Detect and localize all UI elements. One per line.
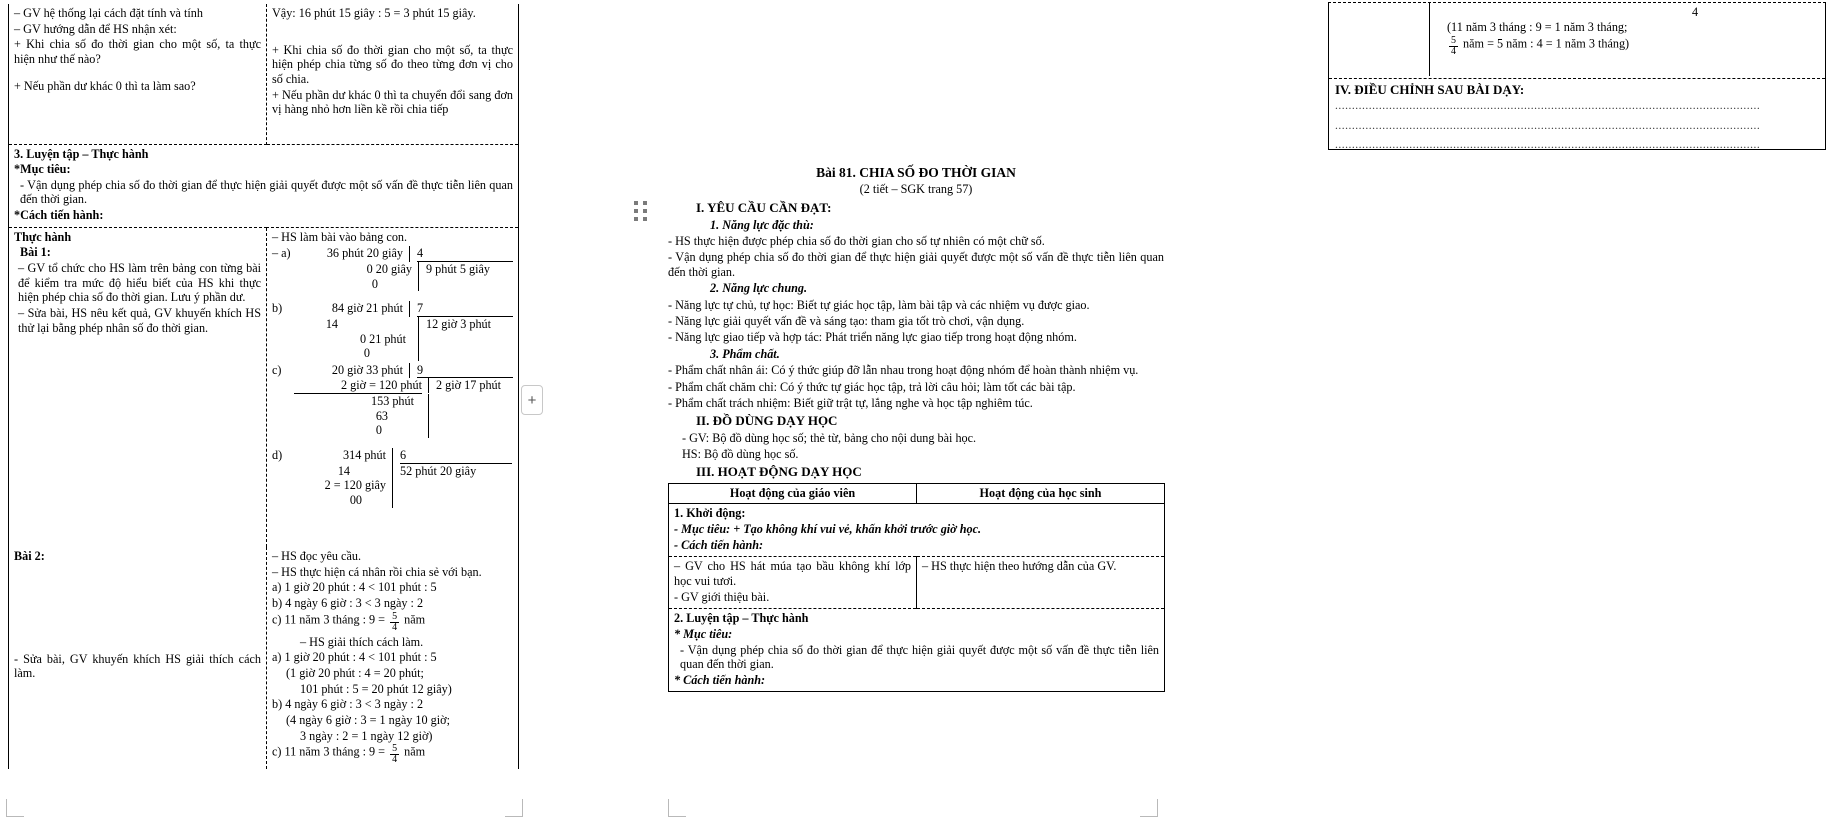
document-page-right	[660, 0, 1761, 807]
activity-line: - GV giới thiệu bài.	[674, 589, 770, 604]
section-ii-heading: II. ĐỒ DÙNG DẠY HỌC	[696, 413, 838, 429]
student-line: Vậy: 16 phút 15 giây : 5 = 3 phút 15 giây.	[272, 6, 476, 20]
activity-cell	[669, 504, 1165, 557]
division-label: b)	[272, 301, 283, 316]
section-i-item: - Năng lực giao tiếp và hợp tác: Phát triển năng lực giao tiếp trong hoạt động nhóm.	[668, 330, 1077, 345]
bai2-teacher-cell	[9, 547, 267, 769]
bai1-teacher-cell	[9, 227, 267, 547]
bai2-student-cell	[267, 547, 519, 769]
division-step: 0	[371, 276, 378, 291]
student-line: + Nếu phần dư khác 0 thì ta chuyển đổi sang đơn vị hàng nhỏ hơn liền kề rồi chia tiếp	[272, 87, 513, 117]
explain-line: a) 1 giờ 20 phút : 4 < 101 phút : 5	[272, 650, 437, 665]
division-quotient: 9 phút 5 giây	[426, 261, 490, 276]
dotted-line: ..............................................................................................................................	[1335, 139, 1761, 152]
division-step: 2 = 120 giây	[324, 478, 386, 493]
table-row	[9, 144, 519, 227]
page-corner-mark	[505, 799, 523, 817]
fraction	[1449, 36, 1458, 57]
division-step: 63	[375, 408, 388, 423]
section-i-heading: I. YÊU CẦU CẦN ĐẠT:	[696, 200, 832, 216]
muc-tieu-label: *Mục tiêu:	[14, 162, 71, 177]
handle-dot	[634, 217, 638, 221]
bai2-answer-c-prefix: c) 11 năm 3 tháng : 9 =	[272, 612, 389, 627]
division-step: 0	[363, 346, 370, 361]
activity-line: – GV cho HS hát múa tạo bầu không khí lớp học vui tươi.	[674, 559, 911, 588]
bai2-teacher-text: - Sửa bài, GV khuyến khích HS giải thích cách làm.	[14, 651, 261, 681]
column-header-student: Hoạt động của học sinh	[917, 483, 1165, 504]
handle-dot	[634, 209, 638, 213]
division-quotient: 12 giờ 3 phút	[426, 316, 492, 331]
division-block-d	[272, 448, 513, 508]
activity-line: – HS thực hiện theo hướng dẫn của GV.	[922, 559, 1117, 574]
section-i-sub2: 2. Năng lực chung.	[710, 281, 808, 296]
division-divisor: 4	[417, 246, 513, 262]
page-title: Bài 81. CHIA SỐ ĐO THỜI GIAN	[816, 165, 1016, 180]
section-i-sub1: 1. Năng lực đặc thù:	[710, 217, 814, 232]
division-step: 0	[375, 423, 382, 438]
page-subtitle: (2 tiết – SGK trang 57)	[859, 181, 973, 196]
bai1-student-cell	[267, 227, 519, 547]
division-dividend: 84 giờ 21 phút	[331, 301, 403, 316]
dotted-line: ..............................................................................................................................	[1335, 100, 1761, 113]
section-i-item: - HS thực hiện được phép chia số đo thời gian cho số tự nhiên có một chữ số.	[668, 234, 1045, 249]
division-step: 0 20 giây	[366, 261, 412, 276]
fraction	[390, 612, 399, 633]
activity-line	[674, 522, 1159, 537]
bai1-teacher-text: – Sửa bài, HS nêu kết quả, GV khuyến khích HS thử lại bằng phép nhân số đo thời gian.	[18, 305, 261, 335]
activities-table	[668, 483, 1164, 693]
student-line: + Khi chia số đo thời gian cho một số, ta thực hiện phép chia từng số đo theo từng đơn vị cho số chia.	[272, 42, 513, 86]
vertical-scrollbar-track[interactable]	[566, 0, 581, 807]
division-block-b	[272, 301, 513, 361]
division-step: 14	[337, 463, 350, 478]
bai2-label: Bài 2:	[14, 549, 45, 564]
division-step: 00	[349, 492, 362, 507]
table-row	[669, 609, 1165, 692]
division-quotient: 52 phút 20 giây	[400, 463, 477, 478]
section3-heading: 3. Luyện tập – Thực hành	[14, 146, 149, 161]
document-page-left	[0, 0, 556, 807]
add-block-button[interactable]: +	[521, 385, 543, 415]
bai1-student-intro: – HS làm bài vào bảng con.	[272, 229, 408, 244]
bai2-answer: a) 1 giờ 20 phút : 4 < 101 phút : 5	[272, 580, 437, 595]
table-row	[669, 557, 1165, 609]
bai2-student-line: – HS thực hiện cá nhân rồi chia sẻ với bạn.	[272, 564, 482, 579]
fraction-denominator: 4	[392, 621, 398, 633]
handle-dot	[643, 217, 647, 221]
explain-line: (1 giờ 20 phút : 4 = 20 phút;	[286, 666, 424, 681]
left-page-table	[8, 4, 518, 769]
section-i-item: - Vận dụng phép chia số đo thời gian để thực hiện giải quyết được một số vấn đề thực tiễn liên quan đến thời gian.	[668, 250, 1164, 279]
division-divisor: 6	[400, 448, 512, 464]
table-row	[669, 504, 1165, 557]
division-step: 0 21 phút	[359, 331, 406, 346]
division-block-c	[272, 363, 513, 438]
fraction-denominator: 4	[1451, 45, 1456, 57]
section-i-item: - Năng lực tự chủ, tự học: Biết tự giác học tập, làm bài tập và các nhiệm vụ được giao.	[668, 297, 1090, 312]
page-corner-mark	[6, 799, 24, 817]
division-divisor: 9	[417, 363, 513, 379]
bai1-teacher-text: – GV tổ chức cho HS làm trên bảng con từng bài để kiểm tra mức độ hiểu biết của HS khi thực hiện phép chia số đo thời gian. Lưu ý phần dư.	[18, 260, 261, 305]
division-step: 2 giờ = 120 phút	[294, 378, 422, 394]
table-header-row	[669, 483, 1165, 504]
top-note-line2-text: năm = 5 năm : 4 = 1 năm 3 tháng)	[1460, 36, 1630, 51]
activity-student-cell	[917, 557, 1165, 609]
student-cell	[267, 4, 519, 144]
explain-line: 101 phút : 5 = 20 phút 12 giây)	[300, 681, 452, 696]
giai-thich-line: – HS giải thích cách làm.	[300, 634, 424, 649]
activity-line: * Mục tiêu:	[674, 626, 733, 641]
division-step: 153 phút	[371, 394, 414, 409]
bai2-answer-c	[272, 612, 513, 633]
activity-line: - Vận dụng phép chia số đo thời gian để thực hiện giải quyết được một số vấn đề thực tiễn liên quan đến thời gian.	[680, 642, 1159, 672]
activity-heading: 1. Khởi động:	[674, 506, 746, 521]
section3-cell	[9, 144, 519, 227]
fraction-numerator: 5	[392, 743, 398, 755]
teacher-line: + Khi chia số đo thời gian cho một số, ta thực hiện như thế nào?	[14, 37, 261, 66]
fraction-numerator: 5	[392, 610, 398, 622]
muc-tieu-inline: - Mục tiêu: + Tạo không khí vui vẻ, khấn khởi trước giờ học.	[674, 522, 982, 537]
division-divisor: 7	[417, 301, 513, 317]
fraction-numerator: 5	[1451, 34, 1456, 46]
bai2-student-line: – HS đọc yêu cầu.	[272, 549, 362, 564]
right-page-head-box	[1328, 2, 1826, 150]
division-block-a	[272, 246, 513, 291]
activity-heading: 2. Luyện tập – Thực hành	[674, 611, 809, 626]
bai1-label: Bài 1:	[20, 245, 51, 260]
muc-tieu-text: - Vận dụng phép chia số đo thời gian để thực hiện giải quyết được một số vấn đề thực tiễn liên quan đến thời gian.	[20, 177, 513, 207]
division-label: – a)	[272, 246, 291, 261]
division-dividend: 314 phút	[343, 448, 386, 463]
right-page-body	[660, 165, 1172, 692]
fraction	[390, 744, 399, 765]
section-i-sub3: 3. Phẩm chất.	[710, 346, 780, 361]
division-label: c)	[272, 362, 282, 377]
activity-cell	[669, 609, 1165, 692]
column-header-teacher: Hoạt động của giáo viên	[669, 483, 917, 504]
explain-line-c	[272, 744, 513, 765]
bai2-answer: b) 4 ngày 6 giờ : 3 < 3 ngày : 2	[272, 596, 424, 611]
explain-c-suffix: năm	[401, 744, 426, 759]
activity-line: - Cách tiến hành:	[674, 537, 764, 552]
section-iv	[1335, 82, 1819, 154]
explain-line: b) 4 ngày 6 giờ : 3 < 3 ngày : 2	[272, 697, 424, 712]
explain-line: 3 ngày : 2 = 1 ngày 12 giờ)	[300, 728, 433, 743]
handle-dot	[643, 201, 647, 205]
top-note-line2	[1435, 36, 1835, 57]
cach-tien-hanh-label: *Cách tiến hành:	[14, 208, 104, 223]
activity-teacher-cell	[669, 557, 917, 609]
teacher-line: – GV hướng dẫn để HS nhận xét:	[14, 21, 177, 36]
explain-line: (4 ngày 6 giờ : 3 = 1 ngày 10 giờ;	[286, 712, 450, 727]
teacher-line: + Nếu phần dư khác 0 thì ta làm sao?	[14, 78, 196, 93]
table-row	[9, 547, 519, 769]
explain-c-prefix: c) 11 năm 3 tháng : 9 =	[272, 744, 389, 759]
section-i-item: - Năng lực giải quyết vấn đề và sáng tạo: tham gia tốt trò chơi, vận dụng.	[668, 313, 1025, 328]
section-ii-item: - GV: Bộ đồ dùng học số; thẻ từ, bảng cho nội dung bài học.	[682, 430, 977, 445]
division-step: 14	[325, 316, 338, 331]
top-note-denominator: 4	[1691, 5, 1699, 19]
handle-dot	[634, 201, 638, 205]
table-divider-line	[1329, 78, 1825, 79]
top-note	[1435, 5, 1835, 58]
section-ii-item: HS: Bộ đồ dùng học số.	[682, 447, 799, 462]
drag-handle-icon[interactable]	[634, 201, 648, 223]
top-note-line1: (11 năm 3 tháng : 9 = 1 năm 3 tháng;	[1447, 20, 1628, 35]
handle-dot	[643, 209, 647, 213]
division-dividend: 36 phút 20 giây	[326, 246, 403, 261]
page-corner-mark	[1140, 799, 1158, 817]
fraction-denominator: 4	[392, 754, 398, 766]
activity-line: * Cách tiến hành:	[674, 672, 766, 687]
teacher-line: – GV hệ thống lại cách đặt tính và tính	[14, 6, 203, 20]
bai2-answer-c-suffix: năm	[401, 612, 426, 627]
section-iii-heading: III. HOẠT ĐỘNG DẠY HỌC	[696, 464, 862, 480]
dotted-line: ..............................................................................................................................	[1335, 119, 1761, 132]
division-dividend: 20 giờ 33 phút	[331, 362, 403, 377]
table-divider-line	[1429, 3, 1430, 76]
section-i-item: - Phẩm chất chăm chỉ: Có ý thức tự giác học tập, trả lời câu hỏi; làm tốt các bài tập.	[668, 379, 1076, 394]
practice-heading: Thực hành	[14, 229, 72, 244]
section-iv-heading: IV. ĐIỀU CHỈNH SAU BÀI DẠY:	[1335, 82, 1525, 97]
page-corner-mark	[668, 799, 686, 817]
section-i-item: - Phẩm chất nhân ái: Có ý thức giúp đỡ lẫn nhau trong hoạt động nhóm để hoàn thành nhiệm vụ.	[668, 363, 1139, 378]
division-label: d)	[272, 448, 283, 463]
section-i-item: - Phẩm chất trách nhiệm: Biết giữ trật tự, lắng nghe và học tập nghiêm túc.	[668, 395, 1033, 410]
table-row	[9, 227, 519, 547]
table-row	[9, 4, 519, 144]
teacher-cell	[9, 4, 267, 144]
division-quotient: 2 giờ 17 phút	[436, 378, 502, 393]
